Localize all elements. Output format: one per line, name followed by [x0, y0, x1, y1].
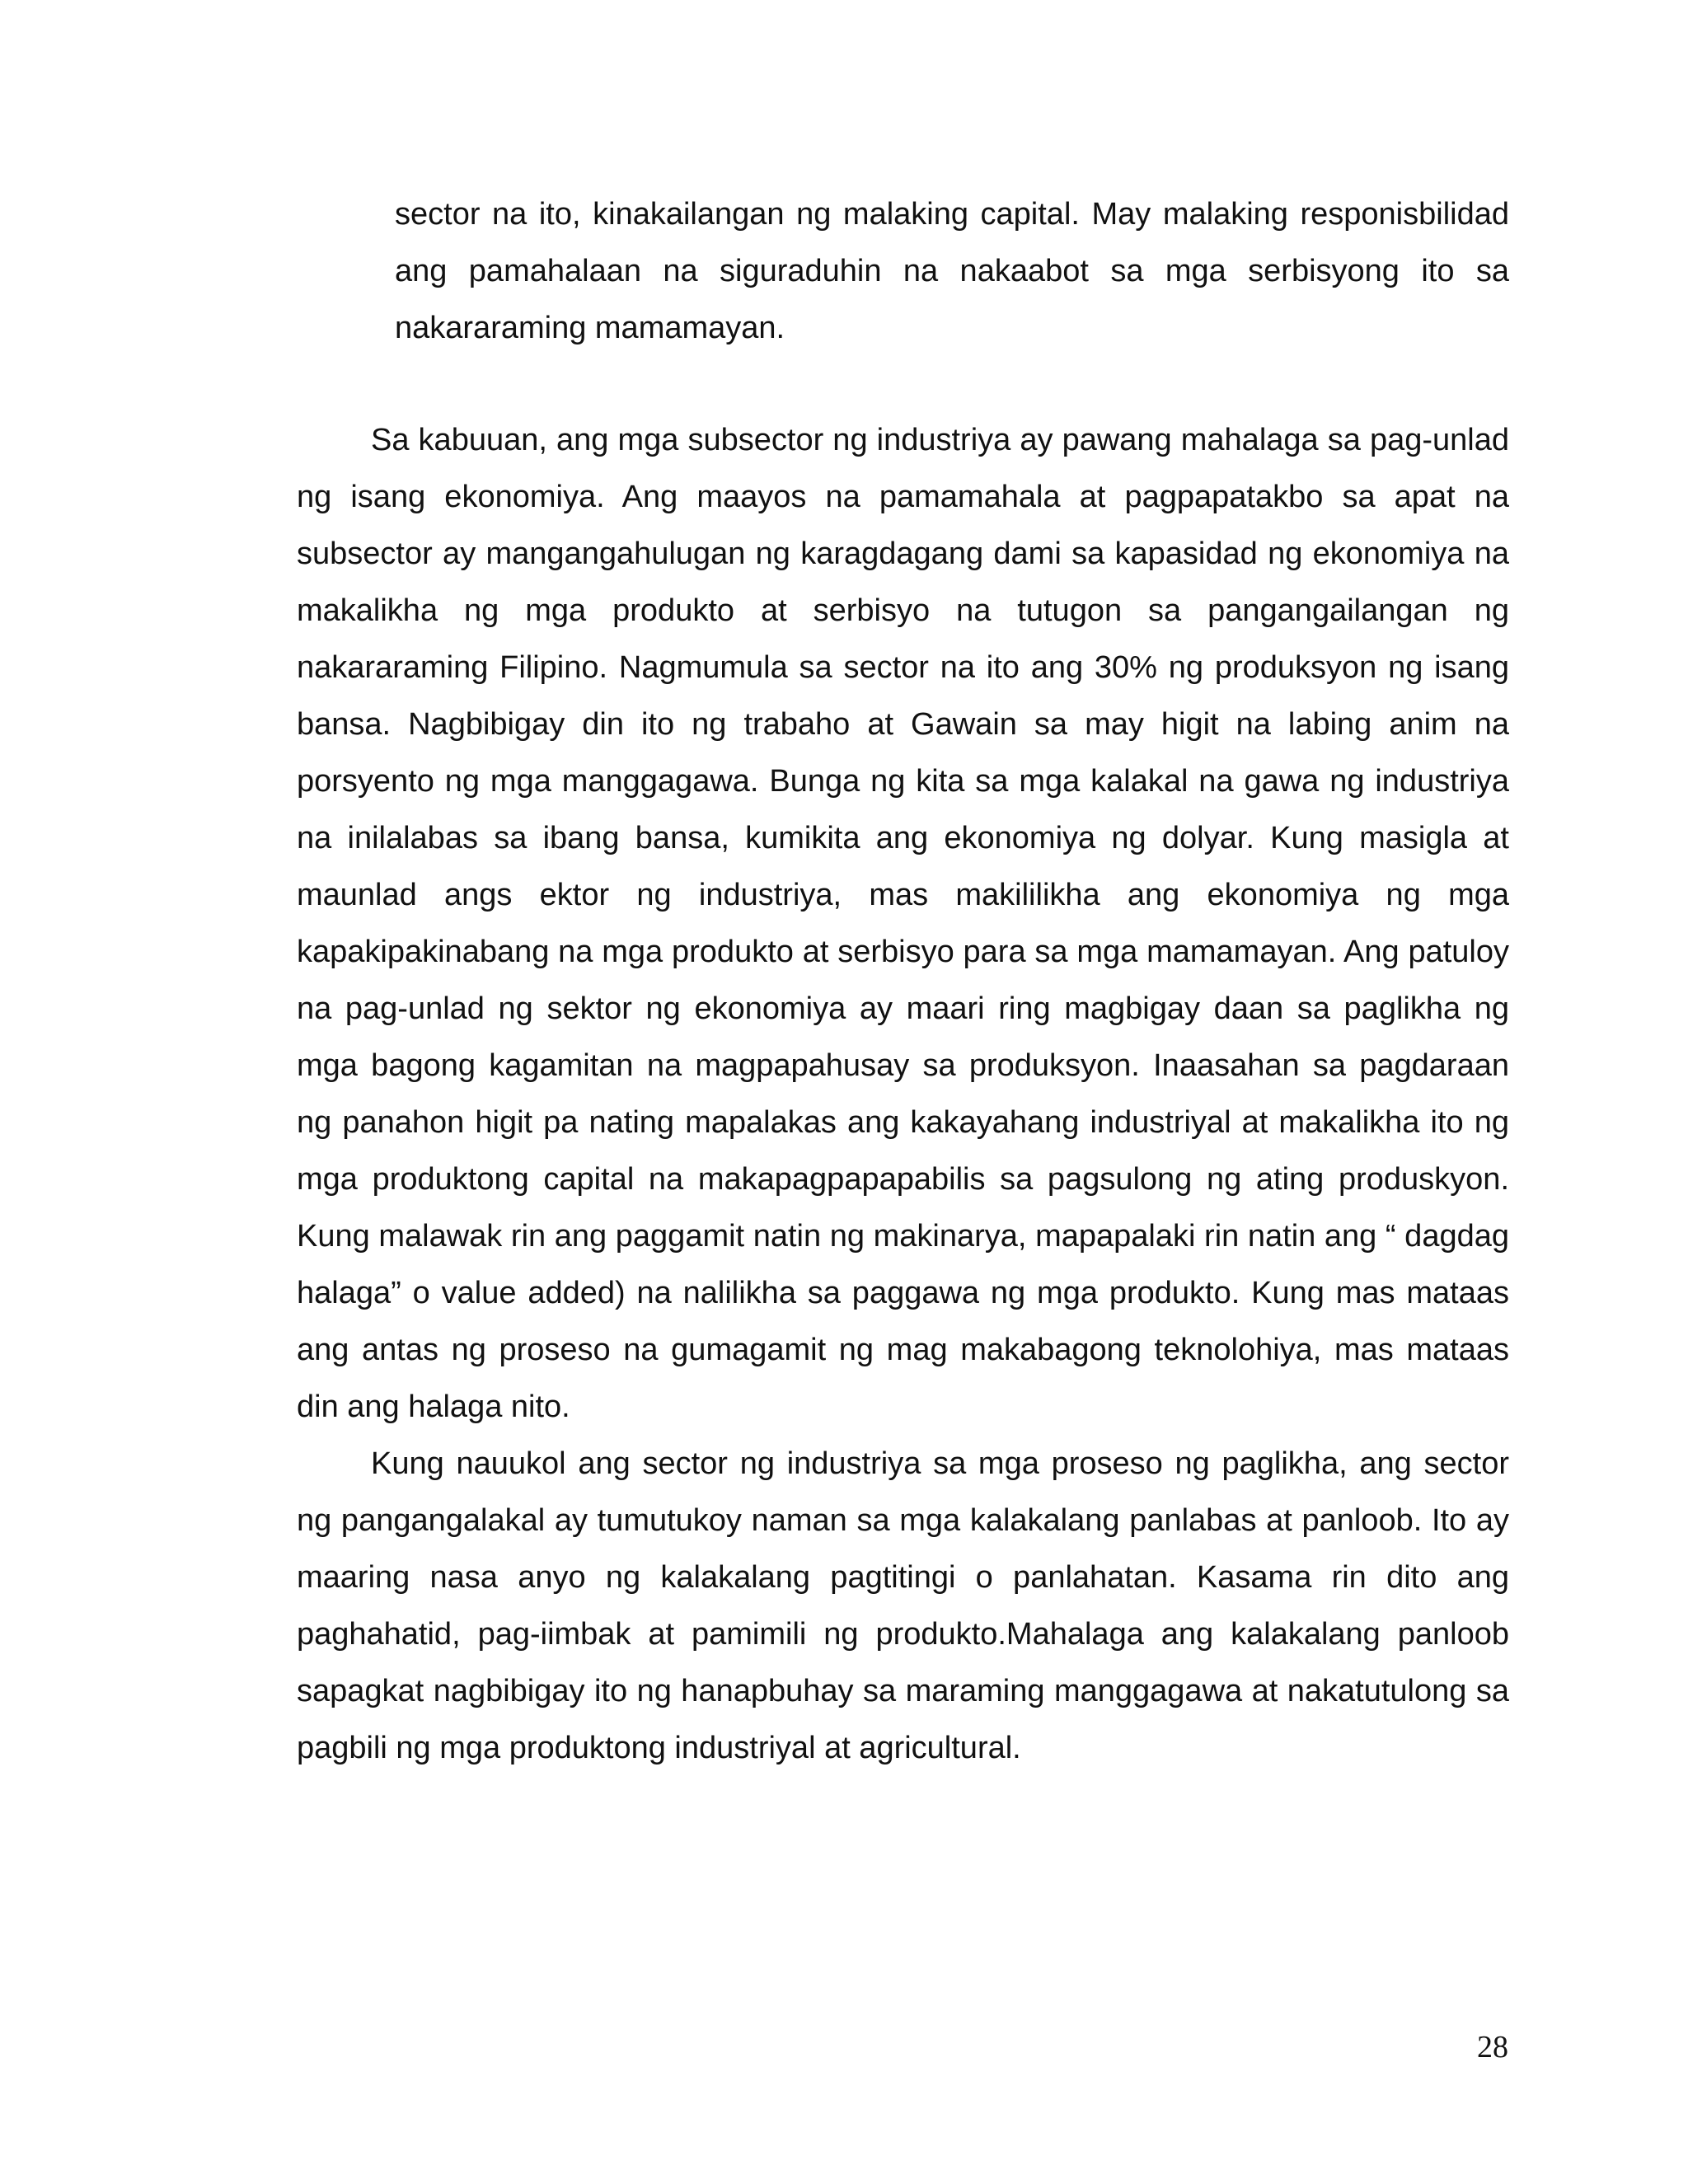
paragraph-trade-sector: Kung nauukol ang sector ng industriya sa mga proseso ng paglikha, ang sector ng pangangalakal ay tumutukoy naman sa mga kalakalang panlabas at panloob. Ito ay maaring nasa anyo ng kalakalang pagtitingi o panlahatan. Kasama rin dito ang paghahatid, pag-iimbak at pamimili ng produkto.Mahalaga ang kalakalang panloob sapagkat nagbibigay ito ng hanapbuhay sa maraming manggagawa at nakatutulong sa pagbili ng mga produktong industriyal at agricultural. [297, 1446, 1509, 1765]
main-text-block [297, 412, 1509, 1777]
continued-paragraph-block [395, 186, 1509, 357]
page-number: 28 [1477, 2030, 1508, 2064]
paragraph-industry-subsectors: Sa kabuuan, ang mga subsector ng industriya ay pawang mahalaga sa pag-unlad ng isang ekonomiya. Ang maayos na pamamahala at pagpapatakbo sa apat na subsector ay mangangahulugan ng karagdagang dami sa kapasidad ng ekonomiya na makalikha ng mga produkto at serbisyo na tutugon sa pangangailangan ng nakararaming Filipino. Nagmumula sa sector na ito ang 30% ng produksyon ng isang bansa. Nagbibigay din ito ng trabaho at Gawain sa may higit na labing anim na porsyento ng mga manggagawa. Bunga ng kita sa mga kalakal na gawa ng industriya na inilalabas sa ibang bansa, kumikita ang ekonomiya ng dolyar. Kung masigla at maunlad angs ektor ng industriya, mas makililikha ang ekonomiya ng mga kapakipakinabang na mga produkto at serbisyo para sa mga mamamayan. Ang patuloy na pag-unlad ng sektor ng ekonomiya ay maari ring magbigay daan sa paglikha ng mga bagong kagamitan na magpapahusay sa produksyon. Inaasahan sa pagdaraan ng panahon higit pa nating mapalakas ang kakayahang industriyal at makalikha ito ng mga produktong capital na makapagpapapabilis sa pagsulong ng ating produskyon. Kung malawak rin ang paggamit natin ng makinarya, mapapalaki rin natin ang “ dagdag halaga” o value added) na nalilikha sa paggawa ng mga produkto. Kung mas mataas ang antas ng proseso na gumagamit ng mag makabagong teknolohiya, mas mataas din ang halaga nito. [297, 423, 1509, 1424]
continued-paragraph: sector na ito, kinakailangan ng malaking capital. May malaking responisbilidad ang pamahalaan na siguraduhin na nakaabot sa mga serbisyong ito sa nakararaming mamamayan. [395, 197, 1509, 345]
